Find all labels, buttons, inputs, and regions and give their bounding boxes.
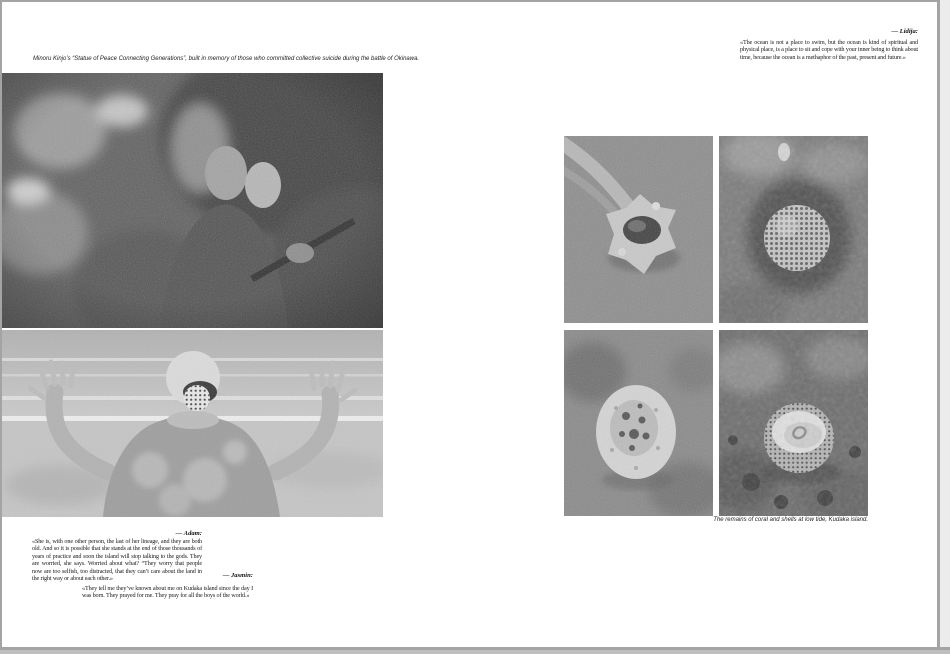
coral-photo-top-left-art <box>564 136 713 323</box>
beach-prayer-photo-art <box>0 330 383 517</box>
statue-photo-caption: Minoru Kinjo’s “Statue of Peace Connecting Generations”, built in memory of those who committed collective suicide during the battle of Okinawa. <box>33 56 420 62</box>
quote-jasmin: «They tell me they’ve known about me on Kudaka island since the day I was born. They prayed for me. They pray for all the boys of the world.» <box>82 585 253 600</box>
quote-lidija: «The ocean is not a place to swim, but the ocean is kind of spiritual and physical place, is a place to sit and cope with your inner being to think about time, because the ocean is a methaphor of the past, present and future.» <box>740 39 918 61</box>
page-edge-top <box>0 0 950 2</box>
background-bottom <box>0 650 950 654</box>
speaker-jasmin: — Jasmin: <box>222 572 253 579</box>
background-right <box>940 0 950 650</box>
page-edge-left <box>0 0 2 650</box>
statue-photo-art <box>0 73 383 328</box>
coral-photo-bottom-left <box>564 330 713 516</box>
quote-adam: «She is, with one other person, the last of her lineage, and they are both old. And so it is possible that she stands at the end of those thousands of years of practice and soon the island will stop talking to the gods. They are worried, she says. Worried about what? “They worry that people now are too selfish, too distracted, that they can’t care about the land in the right way or about each other.» <box>32 538 202 583</box>
coral-photo-top-right-art <box>719 136 868 323</box>
beach-prayer-photo <box>0 330 383 517</box>
statue-photo <box>0 73 383 328</box>
coral-photo-top-left <box>564 136 713 323</box>
speaker-adam: — Adam: <box>175 530 202 537</box>
coral-photo-bottom-right <box>719 330 868 516</box>
coral-photo-top-right <box>719 136 868 323</box>
coral-photo-bottom-left-art <box>564 330 713 516</box>
coral-grid-caption: The remains of coral and shells at low tide, Kudaka island. <box>713 517 868 523</box>
speaker-lidija: — Lidija: <box>891 28 918 35</box>
coral-photo-bottom-right-art <box>719 330 868 516</box>
